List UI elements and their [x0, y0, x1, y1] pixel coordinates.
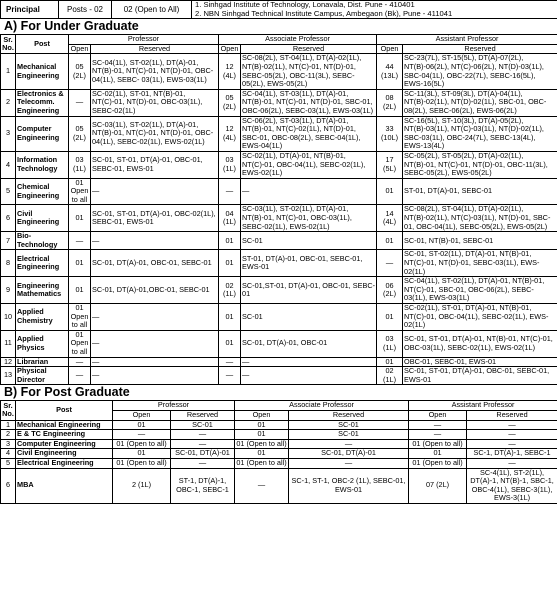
prof-open-cell: — — [69, 89, 91, 116]
asst-open-cell: 02 (1L) — [377, 367, 403, 385]
sr-cell: 9 — [1, 277, 16, 304]
sr-cell: 3 — [1, 116, 16, 151]
table-row — [1, 449, 557, 459]
asst-reserved-cell: — — [467, 420, 557, 430]
prof-open-cell: — — [69, 357, 91, 367]
prof-open-cell: 03 (1L) — [69, 151, 91, 178]
institute-1: 1. Sinhgad Institute of Technology, Lonavala, Dist. Pune - 410401 — [195, 0, 415, 9]
prof-reserved-cell: SC-03(1L), ST-02(1L), DT(A)-01, NT(B)-01, NT(C)-01, NT(D)-01, OBC-04(1L), SEBC-02(1L), EWS-02(1L) — [91, 116, 219, 151]
post-cell: Civil Engineering — [16, 449, 113, 459]
assoc-open-cell: 12 (4L) — [219, 116, 241, 151]
prof-open-cell: 01 (Open to all) — [113, 458, 171, 468]
post-cell: Electrical Engineering — [16, 458, 113, 468]
assoc-open-cell: 01 (Open to all) — [236, 438, 287, 448]
pg-header-professor: Professor — [113, 401, 235, 411]
assoc-open-cell: 01 — [219, 304, 241, 331]
ug-header-open: Open — [377, 44, 403, 54]
prof-open-cell: 05 (2L) — [69, 54, 91, 89]
assoc-reserved-cell: — — [289, 439, 409, 449]
prof-open-cell: 01 — [69, 277, 91, 304]
asst-open-cell: 33 (10L) — [377, 116, 403, 151]
assoc-open-cell: — — [219, 178, 241, 205]
prof-open-cell: 01 — [69, 205, 91, 232]
sr-cell: 4 — [1, 449, 16, 459]
asst-open-cell: 01 (Open to all) — [409, 458, 467, 468]
prof-open-cell: 01 — [113, 449, 171, 459]
sr-cell: 13 — [1, 367, 16, 385]
prof-reserved-cell: — — [91, 330, 219, 357]
sr-cell: 12 — [1, 357, 16, 367]
assoc-reserved-cell: SC-06(2L), ST-03(1L), DT(A)-01, NT(B)-01, NT(C)-02(1L), NT(D)-01, SBC-01, OBC-08(2L), SEBC-04(1L), EWS-04(1L) — [241, 116, 377, 151]
ug-header-reserved: Reserved — [91, 44, 219, 54]
prof-reserved-cell: ST-1, DT(A)-1, OBC-1, SEBC-1 — [171, 468, 235, 503]
pg-header-associate: Associate Professor — [235, 401, 409, 411]
asst-open-cell: 01 — [377, 304, 403, 331]
assoc-reserved-cell: SC-01, DT(A)-01, OBC-01 — [241, 330, 377, 357]
assoc-open-cell: 01 (Open to all) — [236, 457, 287, 467]
asst-open-cell: 06 (2L) — [377, 277, 403, 304]
prof-open-cell: 01 (Open to all) — [113, 439, 171, 449]
asst-open-cell: 01 — [377, 357, 403, 367]
assoc-open-cell: 01 — [235, 420, 289, 430]
table-row — [1, 178, 557, 205]
assoc-open-cell: — — [235, 468, 289, 503]
principal-table — [0, 0, 557, 19]
assoc-reserved-cell: SC-01 — [289, 430, 409, 440]
pg-table-body — [1, 420, 557, 503]
post-cell: Computer Engineering — [16, 116, 69, 151]
prof-open-cell: 01 Open to all — [69, 330, 91, 357]
assoc-open-cell: 01 — [219, 232, 241, 250]
post-cell: Electronics & Telecomm. Engineering — [16, 89, 69, 116]
assoc-open-cell: 12 (4L) — [219, 54, 241, 89]
pg-header-reserved: Reserved — [171, 410, 235, 420]
sr-cell: 11 — [1, 330, 16, 357]
pg-header-reserved: Reserved — [467, 410, 557, 420]
ug-header-associate: Associate Professor — [219, 35, 377, 45]
prof-open-cell: — — [69, 367, 91, 385]
assoc-open-cell: 01 — [235, 430, 289, 440]
pg-section-title: B) For Post Graduate — [4, 385, 130, 400]
prof-open-cell: 01 — [113, 420, 171, 430]
sr-cell: 8 — [1, 250, 16, 277]
asst-reserved-cell: SC-02(1L), ST-01, DT(A)-01, NT(B)-01, NT(C)-01, OBC-04(1L), SEBC-02(1L), EWS-02(1L) — [403, 304, 557, 331]
table-row — [1, 277, 557, 304]
table-row — [1, 468, 557, 503]
table-row — [1, 205, 557, 232]
pg-header-open: Open — [113, 410, 171, 420]
assoc-reserved-cell: SC-01,ST-01, DT(A)-01, OBC-01, SEBC-01 — [241, 277, 377, 304]
asst-open-cell: 03 (1L) — [377, 330, 403, 357]
post-cell: MBA — [16, 468, 113, 503]
prof-open-cell: 01 — [69, 250, 91, 277]
sr-cell: 2 — [1, 89, 16, 116]
assoc-reserved-cell: SC-08(2L), ST-04(1L), DT(A)-02(1L), NT(B)-02(1L), NT(C)-01, NT(D)-01, SEBC-05(2L), OBC-11(3L), SEBC-05(2L), EWS-05(2L) — [241, 54, 377, 89]
assoc-reserved-cell: SC-03(1L), ST-02(1L), DT(A)-01, NT(B)-01, NT(C)-01, OBC-03(1L), SEBC-02(1L), EWS-02(1L) — [241, 205, 377, 232]
institute-2: 2. NBN Sinhgad Technical Institute Campus, Ambegaon (Bk), Pune - 411041 — [195, 8, 453, 18]
assoc-open-cell: 01 — [219, 330, 241, 357]
sr-cell: 4 — [1, 151, 16, 178]
post-cell: Bio-Technology — [16, 232, 69, 250]
table-row — [1, 330, 557, 357]
assoc-reserved-cell: — — [241, 178, 377, 205]
assoc-reserved-cell: SC-01 — [289, 420, 409, 430]
table-row — [1, 458, 557, 468]
pg-header-assistant: Assistant Professor — [409, 401, 557, 411]
posts-count: Posts - 02 — [59, 1, 112, 19]
open-to-all: 02 (Open to All) — [112, 1, 192, 19]
asst-open-cell: 17 (5L) — [377, 151, 403, 178]
asst-reserved-cell: — — [467, 458, 557, 468]
prof-reserved-cell: — — [91, 304, 219, 331]
sr-cell: 1 — [1, 54, 16, 89]
sr-cell: 7 — [1, 232, 16, 250]
asst-reserved-cell: SC-23(7L), ST-15(5L), DT(A)-07(2L), NT(B)-06(2L), NT(C)-06(2L), NT(D)-03(1L), SBC-04(1L), OBC-22(7L), SEBC-16(5L), EWS-16(5L) — [403, 54, 557, 89]
asst-open-cell: 01 (Open to all) — [409, 439, 467, 449]
prof-reserved-cell: — — [91, 357, 219, 367]
post-cell: Applied Physics — [16, 330, 69, 357]
assoc-reserved-cell: SC-02(1L), DT(A)-01, NT(B)-01, NT(C)-01, OBC-04(1L), SEBC-02(1L), EWS-02(1L) — [241, 151, 377, 178]
pg-header-post: Post — [16, 401, 113, 420]
assoc-reserved-cell: SC-01 — [241, 304, 377, 331]
asst-open-cell: 01 — [377, 178, 403, 205]
prof-reserved-cell: — — [171, 430, 235, 440]
pg-table — [0, 400, 557, 504]
principal-label: Principal — [1, 1, 59, 19]
asst-reserved-cell: — — [467, 430, 557, 440]
assoc-reserved-cell: SC-01, DT(A)-01 — [289, 449, 409, 459]
ug-header-assistant: Assistant Professor — [377, 35, 557, 45]
table-row — [1, 430, 557, 440]
prof-reserved-cell: — — [91, 367, 219, 385]
pg-header-open: Open — [409, 410, 467, 420]
sr-cell: 2 — [1, 430, 16, 440]
assoc-reserved-cell: — — [241, 357, 377, 367]
table-row — [1, 116, 557, 151]
ug-header-open: Open — [219, 44, 241, 54]
asst-reserved-cell: SC-04(1L), ST-02(1L), DT(A)-01, NT(B)-01, NT(C)-01, SBC-01, OBC-06(2L), SEBC-03(1L), EWS-03(1L) — [403, 277, 557, 304]
asst-open-cell: — — [377, 250, 403, 277]
prof-reserved-cell: SC-01, DT(A)-01, OBC-01, SEBC-01 — [91, 250, 219, 277]
assoc-open-cell: 05 (2L) — [219, 89, 241, 116]
assoc-open-cell: 04 (1L) — [219, 205, 241, 232]
asst-reserved-cell: SC-08(2L), ST-04(1L), DT(A)-02(1L), NT(B)-02(1L), NT(C)-03(1L), NT(D)-01, SBC-01, OBC-04(1L), SEBC-05(2L), EWS-05(2L) — [403, 205, 557, 232]
sr-cell: 6 — [1, 205, 16, 232]
post-cell: Mechanical Engineering — [16, 420, 113, 430]
prof-open-cell: 05 (2L) — [69, 116, 91, 151]
table-row — [1, 304, 557, 331]
post-cell: Mechanical Engineering — [16, 54, 69, 89]
assoc-open-cell: 01 — [219, 250, 241, 277]
ug-header-open: Open — [69, 44, 91, 54]
assoc-reserved-cell: ST-01, DT(A)-01, OBC-01, SEBC-01, EWS-01 — [241, 250, 377, 277]
ug-header-sr: Sr. No. — [2, 34, 14, 53]
assoc-reserved-cell: — — [289, 458, 409, 468]
asst-reserved-cell: — — [467, 439, 557, 449]
prof-open-cell: — — [69, 232, 91, 250]
ug-header-professor: Professor — [69, 35, 219, 45]
prof-reserved-cell: SC-04(1L), ST-02(1L), DT(A)-01, NT(B)-01, NT(C)-01, NT(D)-01, OBC-04(1L), SEBC- 03(1L), EWS-03(1L) — [91, 54, 219, 89]
pg-header-open: Open — [235, 410, 289, 420]
assoc-reserved-cell: SC-01 — [241, 232, 377, 250]
asst-reserved-cell: SC-01, NT(B)-01, SEBC-01 — [403, 232, 557, 250]
asst-open-cell: 14 (4L) — [377, 205, 403, 232]
asst-reserved-cell: SC-05(2L), ST-05(2L), DT(A)-02(1L), NT(B)-01, NT(C)-01, NT(D)-01, OBC-11(3L), SEBC-05(2L), EWS-05(2L) — [403, 151, 557, 178]
prof-open-cell: 01 Open to all — [69, 304, 91, 331]
prof-reserved-cell: SC-02(1L), ST-01, NT(B)-01, NT(C)-01, NT(D)-01, OBC-03(1L), SEBC-02(1L) — [91, 89, 219, 116]
assoc-open-cell: 01 — [235, 449, 289, 459]
prof-reserved-cell: — — [171, 458, 235, 468]
asst-reserved-cell: ST-01, DT(A)-01, SEBC-01 — [403, 178, 557, 205]
prof-open-cell: — — [113, 430, 171, 440]
asst-open-cell: 44 (13L) — [377, 54, 403, 89]
asst-open-cell: 01 — [409, 449, 467, 459]
ug-header-reserved: Reserved — [403, 44, 557, 54]
asst-reserved-cell: SC-1, DT(A)-1, SEBC-1 — [467, 449, 557, 459]
table-row — [1, 250, 557, 277]
ug-header-post: Post — [16, 35, 69, 54]
asst-open-cell: 07 (2L) — [409, 468, 467, 503]
prof-reserved-cell: SC-01, ST-01, DT(A)-01, OBC-01, SEBC-01, EWS-01 — [91, 151, 219, 178]
post-cell: Physical Director — [16, 367, 69, 385]
asst-open-cell: — — [409, 430, 467, 440]
asst-open-cell: 08 (2L) — [377, 89, 403, 116]
asst-reserved-cell: SC-01, ST-01, DT(A)-01, OBC-01, SEBC-01, EWS-01 — [403, 367, 557, 385]
asst-reserved-cell: SC-4(1L), ST-2(1L), DT(A)-1, NT(B)-1, SBC-1, OBC-4(1L), SEBC-3(1L), EWS-3(1L) — [467, 468, 557, 503]
post-cell: Computer Engineering — [16, 439, 113, 449]
prof-open-cell: 2 (1L) — [113, 468, 171, 503]
sr-cell: 5 — [1, 178, 16, 205]
ug-header-reserved: Reserved — [241, 44, 377, 54]
institutes-list — [192, 1, 557, 19]
prof-reserved-cell: — — [91, 232, 219, 250]
post-cell: Electrical Engineering — [16, 250, 69, 277]
assoc-open-cell: — — [219, 367, 241, 385]
asst-reserved-cell: OBC-01, SEBC-01, EWS-01 — [403, 357, 557, 367]
prof-reserved-cell: SC-01, DT(A)-01,OBC-01, SEBC-01 — [91, 277, 219, 304]
prof-reserved-cell: SC-01 — [171, 420, 235, 430]
asst-reserved-cell: SC-16(5L), ST-10(3L), DT(A)-05(2L), NT(B)-03(1L), NT(C)-03(1L), NT(D)-02(1L), SBC-03(1L), OBC-24(7L), SEBC-13(4L), EWS-13(4L) — [403, 116, 557, 151]
assoc-open-cell: 02 (1L) — [219, 277, 241, 304]
post-cell: Applied Chemistry — [16, 304, 69, 331]
pg-header-reserved: Reserved — [289, 410, 409, 420]
prof-reserved-cell: SC-01, ST-01, DT(A)-01, OBC-02(1L), SEBC-01, EWS-01 — [91, 205, 219, 232]
ug-table — [0, 34, 557, 385]
assoc-open-cell: — — [219, 357, 241, 367]
post-cell: Librarian — [16, 357, 69, 367]
post-cell: Civil Engineering — [16, 205, 69, 232]
post-cell: Chemical Engineering — [16, 178, 69, 205]
post-cell: E & TC Engineering — [16, 430, 113, 440]
prof-reserved-cell: SC-01, DT(A)-01 — [171, 449, 235, 459]
sr-cell: 10 — [1, 304, 16, 331]
ug-section-title: A) For Under Graduate — [4, 19, 139, 34]
table-row — [1, 151, 557, 178]
sr-cell: 1 — [1, 420, 16, 430]
sr-cell: 6 — [1, 468, 16, 503]
prof-reserved-cell: — — [171, 439, 235, 449]
table-row — [1, 89, 557, 116]
pg-header-sr: Sr. No. — [2, 400, 14, 419]
assoc-open-cell: 03 (1L) — [219, 151, 241, 178]
prof-open-cell: 01 Open to all — [69, 178, 91, 205]
table-row — [1, 232, 557, 250]
prof-reserved-cell: — — [91, 178, 219, 205]
asst-reserved-cell: SC-01, ST-01, DT(A)-01, NT(B)-01, NT(C)-01, OBC-03(1L), SEBC-02(1L), EWS-02(1L) — [403, 330, 557, 357]
assoc-reserved-cell: SC-04(1L), ST-03(1L), DT(A)-01, NT(B)-01, NT(C)-01, NT(D)-01, SBC-01, OBC-06(2L), SEBC-03(1L), EWS-03(1L) — [241, 89, 377, 116]
post-cell: Information Technology — [16, 151, 69, 178]
asst-reserved-cell: SC-11(3L), ST-09(3L), DT(A)-04(1L), NT(B)-02(1L), NT(D)-02(1L), SBC-01, OBC-08(2L), SEBC-06(2L), EWS-06(2L) — [403, 89, 557, 116]
asst-reserved-cell: SC-01, ST-02(1L), DT(A)-01, NT(B)-01, NT(C)-01, NT(D)-01, SEBC-03(1L), EWS-02(1L) — [403, 250, 557, 277]
table-row — [1, 367, 557, 385]
asst-open-cell: 01 — [377, 232, 403, 250]
sr-cell: 3 — [1, 439, 16, 449]
table-row — [1, 54, 557, 89]
post-cell: Engineering Mathematics — [16, 277, 69, 304]
sr-cell: 5 — [1, 458, 16, 468]
assoc-reserved-cell: SC-1, ST-1, OBC-2 (1L), SEBC-01, EWS-01 — [289, 468, 409, 503]
assoc-reserved-cell: — — [241, 367, 377, 385]
ug-table-body — [1, 54, 557, 385]
asst-open-cell: — — [409, 420, 467, 430]
